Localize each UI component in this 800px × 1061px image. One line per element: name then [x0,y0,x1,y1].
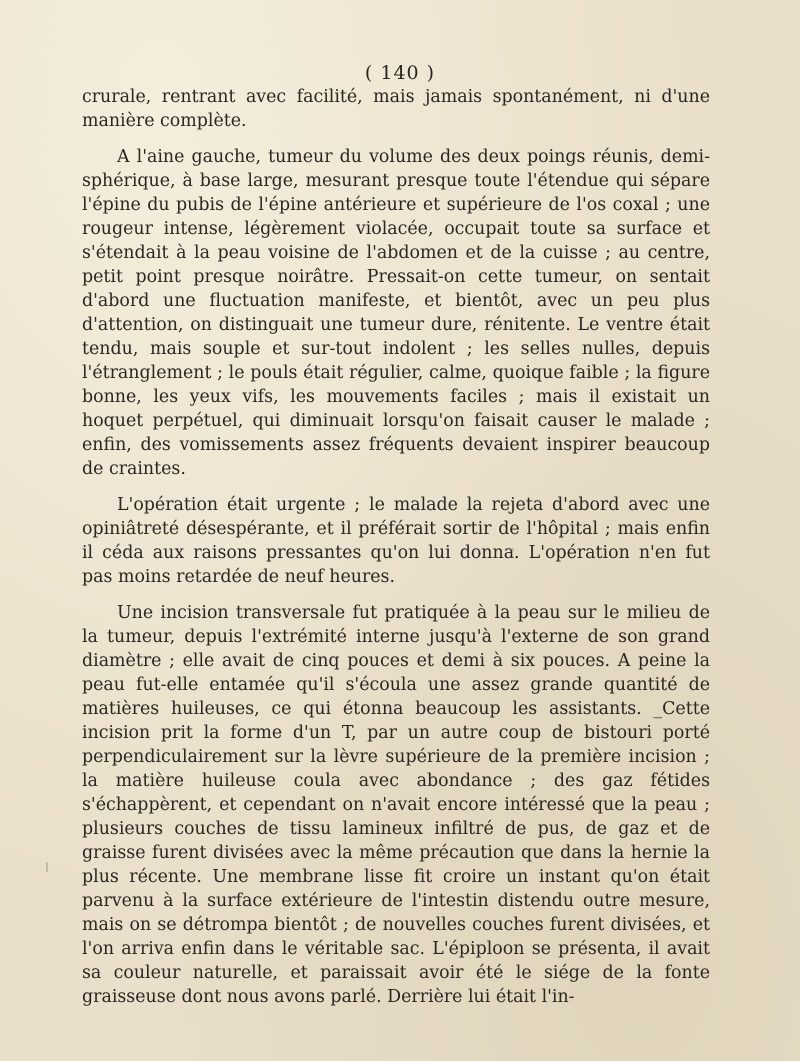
paragraph-incision: Une incision transversale fut pratiquée à la peau sur le milieu de la tumeur, depuis l'extrémité interne jusqu'à l'externe de son grand diamètre ; elle avait de cinq pouces et demi à six pouces. A peine la peau fut-elle entamée qu'il s'écoula une assez grande quantité de matières huileuses, ce qui étonna beaucoup les assistants. _Cette incision prit la forme d'un T, par un autre coup de bistouri porté perpendiculairement sur la lèvre supérieure de la première incision ; la matière huileuse coula avec abondance ; des gaz fétides s'échappèrent, et cependant on n'avait encore intéressé que la peau ; plusieurs couches de tissu lamineux infiltré de pus, de gaz et de graisse furent divisées avec la même précaution que dans la hernie la plus récente. Une membrane lisse fit croire un instant qu'on était parvenu à la surface extérieure de l'intestin distendu outre mesure, mais on se détrompa bientôt ; de nouvelles couches furent divisées, et l'on arriva enfin dans le véritable sac. L'épiploon se présenta, il avait sa couleur naturelle, et paraissait avoir été le siége de la fonte graisseuse dont nous avons parlé. Derrière lui était l'in- [82,603,710,1007]
paragraph-operation-urgency: L'opération était urgente ; le malade la rejeta d'abord avec une opiniâtreté désespérante, et il préférait sortir de l'hôpital ; mais enfin il céda aux raisons pressantes qu'on lui donna. L'opération n'en fut pas moins retardée de neuf heures. [82,495,710,587]
paper-speck [46,862,48,872]
paragraph-continuation: crurale, rentrant avec facilité, mais jamais spontanément, ni d'une manière complète. [82,87,710,131]
page-number: ( 140 ) [364,62,436,84]
body-text [82,85,710,1021]
paper-speck [510,548,514,552]
paragraph-tumor-description: A l'aine gauche, tumeur du volume des deux poings réunis, demi-sphérique, à base large, mesurant presque toute l'étendue qui sépare l'épine du pubis de l'épine antérieure et supérieure de l'os coxal ; une rougeur intense, légèrement violacée, occupait toute sa surface et s'étendait à la peau voisine de l'abdomen et de la cuisse ; au centre, petit point presque noirâtre. Pressait-on cette tumeur, on sentait d'abord une fluctuation manifeste, et bientôt, avec un peu plus d'attention, on distinguait une tumeur dure, rénitente. Le ventre était tendu, mais souple et sur-tout indolent ; les selles nulles, depuis l'étranglement ; le pouls était régulier, calme, quoique faible ; la figure bonne, les yeux vifs, les mouvements faciles ; mais il existait un hoquet perpétuel, qui diminuait lorsqu'on faisait causer le malade ; enfin, des vomissements assez fréquents devaient inspirer beaucoup de craintes. [82,147,710,479]
